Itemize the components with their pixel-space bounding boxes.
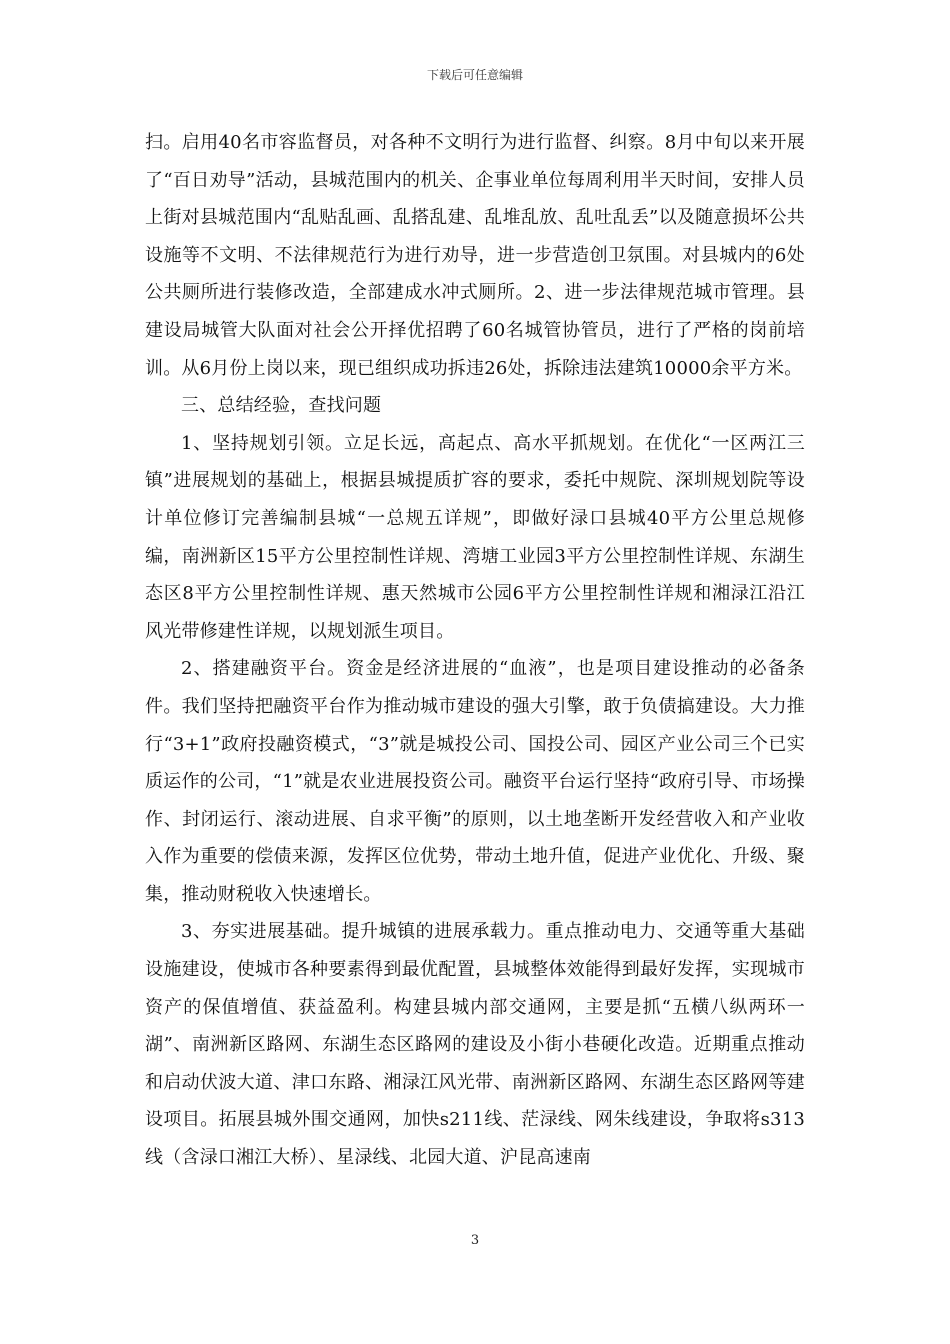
paragraph-infrastructure: 3、夯实进展基础。提升城镇的进展承载力。重点推动电力、交通等重大基础设施建设，使城市各种要素得到最优配置，县城整体效能得到最好发挥，实现城市资产的保值增值、获益盈利。构建县城内部交通网，主要是抓“五横八纵两环一湖”、南洲新区路网、东湖生态区路网的建设及小街小巷硬化改造。近期重点推动和启动伏波大道、津口东路、湘渌江风光带、南洲新区路网、东湖生态区路网等建设项目。拓展县城外围交通网，加快s211线、茫渌线、网朱线建设，争取将s313线（含渌口湘江大桥）、星渌线、北园大道、沪昆高速南 [145,921,805,1169]
page-header: 下载后可任意编辑 [426,68,523,82]
paragraph-continued: 扫。启用40名市容监督员，对各种不文明行为进行监督、纠察。8月中旬以来开展了“百日劝导”活动，县城范围内的机关、企事业单位每周利用半天时间，安排人员上街对县城范围内“乱贴乱画、乱搭乱建、乱堆乱放、乱吐乱丢”以及随意损坏公共设施等不文明、不法律规范行为进行劝导，进一步营造创卫氛围。对县城内的6处公共厕所进行装修改造，全部建成水冲式厕所。2、进一步法律规范城市管理。县建设局城管大队面对社会公开择优招聘了60名城管协管员，进行了严格的岗前培训。从6月份上岗以来，现已组织成功拆违26处，拆除违法建筑10000余平方米。 [145,132,805,379]
page-number: 3 [470,1233,480,1248]
document-body [145,124,805,1177]
paragraph-financing: 2、搭建融资平台。资金是经济进展的“血液”，也是项目建设推动的必备条件。我们坚持把融资平台作为推动城市建设的强大引擎，敢于负债搞建设。大力推行“3+1”政府投融资模式，“3”就是城投公司、国投公司、园区产业公司三个已实质运作的公司，“1”就是农业进展投资公司。融资平台运行坚持“政府引导、市场操作、封闭运行、滚动进展、自求平衡”的原则，以土地垄断开发经营收入和产业收入作为重要的偿债来源，发挥区位优势，带动土地升值，促进产业优化、升级、聚集，推动财税收入快速增长。 [145,658,805,905]
paragraph-planning: 1、坚持规划引领。立足长远，高起点、高水平抓规划。在优化“一区两江三镇”进展规划的基础上，根据县城提质扩容的要求，委托中规院、深圳规划院等设计单位修订完善编制县城“一总规五详规”，即做好渌口县城40平方公里总规修编，南洲新区15平方公里控制性详规、湾塘工业园3平方公里控制性详规、东湖生态区8平方公里控制性详规、惠天然城市公园6平方公里控制性详规和湘渌江沿江风光带修建性详规，以规划派生项目。 [145,432,805,642]
section-heading: 三、总结经验，查找问题 [181,395,382,417]
